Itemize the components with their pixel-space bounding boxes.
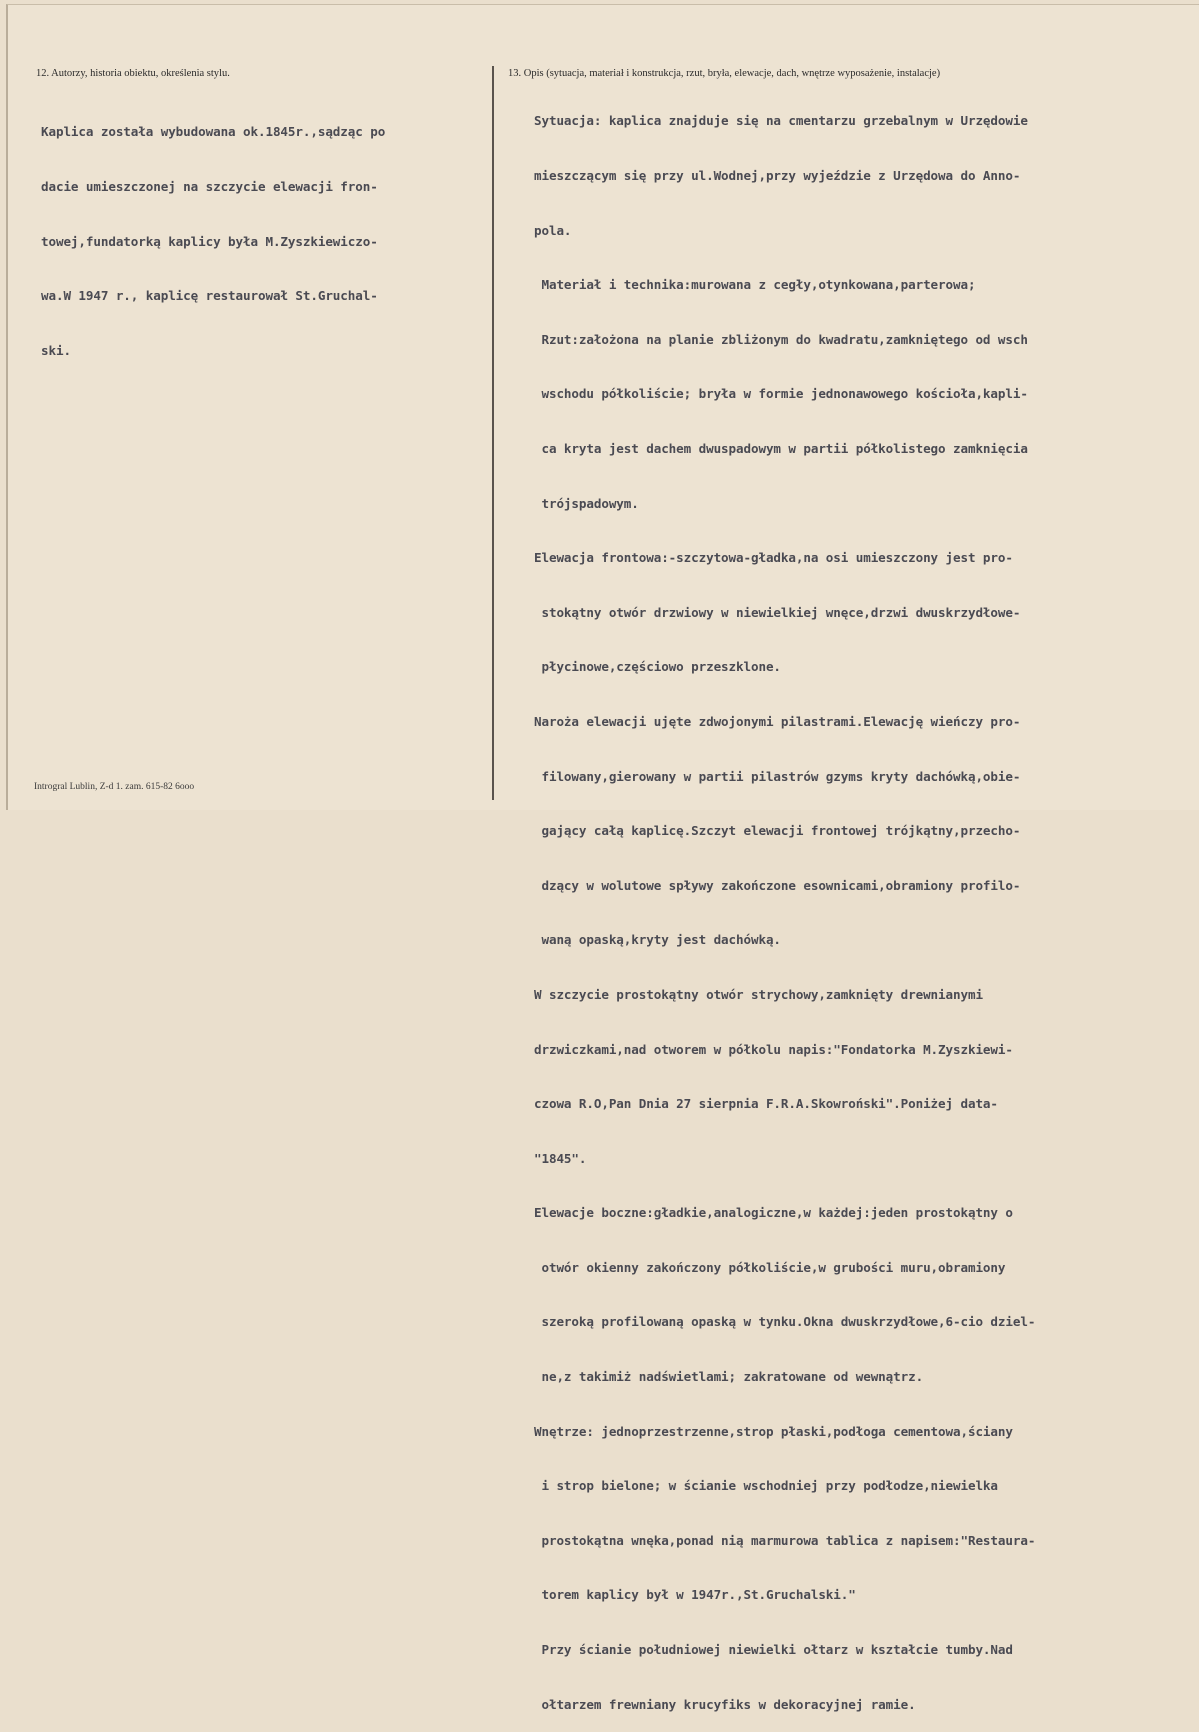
text-line: czowa R.O,Pan Dnia 27 sierpnia F.R.A.Skowroński".Poniżej data- <box>534 1096 998 1112</box>
text-line: pola. <box>534 222 572 238</box>
text-line: W szczycie prostokątny otwór strychowy,zamknięty drewnianymi <box>534 986 983 1002</box>
section-12-text <box>41 87 385 378</box>
text-line: Materiał i technika:murowana z cegły,otynkowana,parterowa; <box>534 277 976 293</box>
text-line: filowany,gierowany w partii pilastrów gzyms kryty dachówką,obie- <box>534 768 1021 784</box>
section-13-label: 13. Opis (sytuacja, materiał i konstrukcja, rzut, bryła, elewacje, dach, wnętrze wyposażenie, instalacje) <box>508 68 941 79</box>
section-12-label: 12. Autorzy, historia obiektu, określenia stylu. <box>36 68 230 79</box>
text-line: Elewacje boczne:gładkie,analogiczne,w każdej:jeden prostokątny o <box>534 1205 1013 1221</box>
text-line: dacie umieszczonej na szczycie elewacji fron- <box>41 179 378 194</box>
text-line: wa.W 1947 r., kaplicę restaurował St.Gruchal- <box>41 288 378 304</box>
text-line: mieszczącym się przy ul.Wodnej,przy wyjeździe z Urzędowa do Anno- <box>534 168 1021 183</box>
text-line: ołtarzem frewniany krucyfiks w dekoracyjnej ramie. <box>534 1696 916 1712</box>
column-divider <box>492 66 494 800</box>
text-line: torem kaplicy był w 1947r.,St.Gruchalski." <box>534 1587 856 1603</box>
text-line: drzwiczkami,nad otworem w półkolu napis:"Fondatorka M.Zyszkiewi- <box>534 1041 1013 1057</box>
text-line: i strop bielone; w ścianie wschodniej przy podłodze,niewielka <box>534 1478 998 1494</box>
text-line: Przy ścianie południowej niewielki ołtarz w kształcie tumby.Nad <box>534 1642 1013 1658</box>
text-line: ca kryta jest dachem dwuspadowym w partii półkolistego zamknięcia <box>534 440 1028 456</box>
text-line: towej,fundatorką kaplicy była M.Zyszkiewiczo- <box>41 233 378 249</box>
text-line: ne,z takimiż nadświetlami; zakratowane od wewnątrz. <box>534 1369 924 1385</box>
text-line: Wnętrze: jednoprzestrzenne,strop płaski,podłoga cementowa,ściany <box>534 1423 1013 1439</box>
text-line: Sytuacja: kaplica znajduje się na cmentarzu grzebalnym w Urzędowie <box>534 113 1028 129</box>
printer-footer: Introgral Lublin, Z-d 1. zam. 615-82 6ooo <box>34 782 195 792</box>
text-line: otwór okienny zakończony półkoliście,w grubości muru,obramiony <box>534 1259 1006 1275</box>
section-13-text <box>534 76 1035 1732</box>
text-line: płycinowe,częściowo przeszklone. <box>534 659 781 675</box>
text-line: Rzut:założona na planie zbliżonym do kwadratu,zamkniętego od wsch <box>534 331 1028 347</box>
text-line: "1845". <box>534 1150 587 1166</box>
text-line: dzący w wolutowe spływy zakończone esownicami,obramiony profilo- <box>534 877 1021 893</box>
text-line: Naroża elewacji ujęte zdwojonymi pilastrami.Elewację wieńczy pro- <box>534 713 1021 729</box>
text-line: szeroką profilowaną opaską w tynku.Okna dwuskrzydłowe,6-cio dziel- <box>534 1314 1036 1330</box>
text-line: stokątny otwór drzwiowy w niewielkiej wnęce,drzwi dwuskrzydłowe- <box>534 604 1021 620</box>
text-line: Elewacja frontowa:-szczytowa-gładka,na osi umieszczony jest pro- <box>534 550 1013 566</box>
text-line: ski. <box>41 342 71 358</box>
text-line: gający całą kaplicę.Szczyt elewacji frontowej trójkątny,przecho- <box>534 823 1021 839</box>
text-line: waną opaską,kryty jest dachówką. <box>534 932 781 948</box>
text-line: wschodu półkoliście; bryła w formie jednonawowego kościoła,kapli- <box>534 386 1028 402</box>
text-line: prostokątna wnęka,ponad nią marmurowa tablica z napisem:"Restaura- <box>534 1532 1036 1548</box>
text-line: trójspadowym. <box>534 495 639 511</box>
text-line: Kaplica została wybudowana ok.1845r.,sądząc po <box>41 124 386 140</box>
